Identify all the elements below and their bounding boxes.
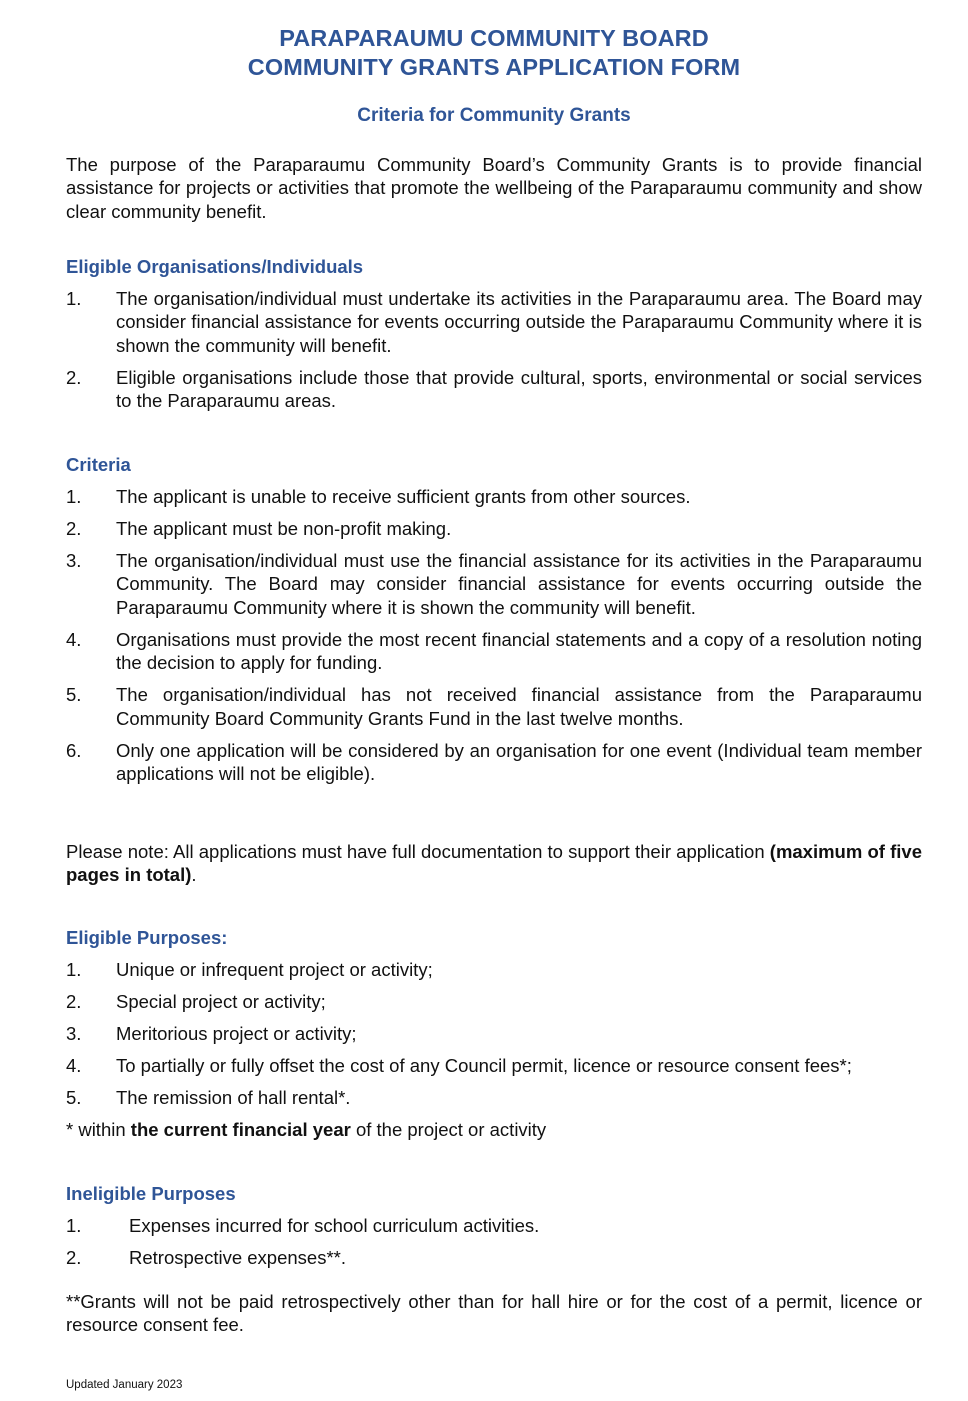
item-number: 2. (66, 518, 82, 539)
item-text: Expenses incurred for school curriculum activities. (129, 1215, 540, 1236)
list-item (66, 549, 922, 619)
list-item (66, 958, 922, 981)
list-item (66, 1214, 922, 1237)
item-text: Special project or activity; (116, 991, 326, 1012)
item-number: 1. (66, 486, 82, 507)
retrospective-footnote: **Grants will not be paid retrospectively other than for hall hire or for the cost of a permit, licence or resource consent fee. (66, 1291, 922, 1336)
item-number: 1. (66, 959, 82, 980)
item-text: Only one application will be considered by an organisation for one event (Individual team member applications will not be eligible). (116, 739, 922, 785)
list-item (66, 366, 922, 413)
note-bold: (maximum of five pages in total) (66, 841, 922, 886)
item-text: Organisations must provide the most recent financial statements and a copy of a resolution noting the decision to apply for funding. (116, 628, 922, 674)
footnote-prefix: * within (66, 1119, 131, 1140)
list-item (66, 683, 922, 730)
eligible-orgs-heading: Eligible Organisations/Individuals (66, 256, 364, 277)
item-text: Eligible organisations include those that provide cultural, sports, environmental or social services to the Paraparaumu areas. (116, 366, 922, 412)
note-suffix: . (191, 864, 197, 886)
ineligible-purposes-list (66, 1214, 922, 1278)
item-number: 3. (66, 1023, 82, 1044)
item-number: 1. (66, 288, 82, 309)
updated-date: Updated January 2023 (66, 1379, 183, 1391)
list-item (66, 517, 922, 540)
documentation-note (66, 840, 922, 887)
criteria-list (66, 485, 922, 794)
title-line-1: PARAPARAUMU COMMUNITY BOARD (279, 25, 709, 51)
item-number: 2. (66, 366, 82, 388)
eligible-purposes-heading: Eligible Purposes: (66, 927, 228, 948)
ineligible-purposes-heading: Ineligible Purposes (66, 1183, 236, 1204)
item-number: 5. (66, 684, 82, 706)
item-number: 2. (66, 1247, 82, 1268)
eligible-orgs-list (66, 287, 922, 421)
document-title (66, 24, 922, 82)
list-item (66, 1086, 922, 1109)
list-item (66, 739, 922, 786)
intro-paragraph: The purpose of the Paraparaumu Community Board’s Community Grants is to provide financial assistance for projects or activities that promote the wellbeing of the Paraparaumu community and show clear community benefit. (66, 154, 922, 222)
item-text: Unique or infrequent project or activity; (116, 959, 433, 980)
criteria-heading: Criteria (66, 454, 131, 475)
item-text: The applicant must be non-profit making. (116, 518, 452, 539)
item-text: The organisation/individual must use the financial assistance for its activities in the Paraparaumu Community. The Board may consider financial assistance for events occurring outside the Paraparaumu Community where it is shown the community will benefit. (116, 550, 922, 618)
item-text: The remission of hall rental*. (116, 1087, 351, 1108)
eligible-purposes-list (66, 958, 922, 1118)
list-item (66, 1022, 922, 1045)
list-item (66, 287, 922, 357)
item-number: 1. (66, 1215, 82, 1236)
item-number: 5. (66, 1087, 82, 1108)
list-item (66, 628, 922, 675)
subtitle: Criteria for Community Grants (357, 105, 631, 126)
item-text: The organisation/individual must undertake its activities in the Paraparaumu area. The Board may consider financial assistance for events occurring outside the Paraparaumu Community where it is shown the community will benefit. (116, 288, 922, 356)
list-item (66, 1054, 922, 1077)
financial-year-footnote (66, 1118, 922, 1141)
list-item (66, 485, 922, 508)
title-line-2: COMMUNITY GRANTS APPLICATION FORM (247, 54, 741, 80)
item-number: 3. (66, 550, 82, 571)
item-text: To partially or fully offset the cost of any Council permit, licence or resource consent fees*; (116, 1055, 852, 1076)
item-number: 4. (66, 1055, 82, 1076)
footnote-bold: the current financial year (130, 1119, 351, 1140)
item-number: 4. (66, 628, 82, 650)
item-text: The organisation/individual has not received financial assistance from the Paraparaumu Community Board Community Grants Fund in the last twelve months. (116, 684, 922, 729)
list-item (66, 1246, 922, 1269)
item-number: 6. (66, 739, 82, 761)
item-text: Meritorious project or activity; (116, 1023, 357, 1044)
item-text: The applicant is unable to receive sufficient grants from other sources. (116, 486, 691, 507)
footnote-suffix: of the project or activity (350, 1119, 547, 1140)
item-number: 2. (66, 991, 82, 1012)
note-prefix: Please note: All applications must have full documentation to support their application (66, 841, 770, 862)
item-text: Retrospective expenses**. (129, 1247, 346, 1268)
list-item (66, 990, 922, 1013)
